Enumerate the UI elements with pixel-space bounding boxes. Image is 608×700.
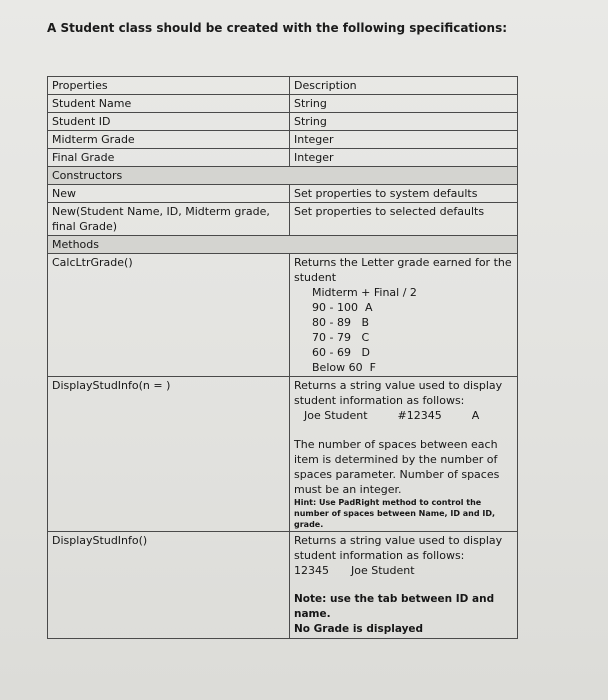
constructors-label: Constructors	[48, 167, 518, 185]
note-text: No Grade is displayed	[294, 623, 424, 635]
table-row	[48, 149, 518, 167]
property-desc: String	[290, 113, 518, 131]
table-row	[48, 131, 518, 149]
example-grade: A	[471, 409, 480, 422]
constructor-name: New(Student Name, ID, Midterm grade, final Grade)	[48, 203, 290, 236]
method-desc	[290, 532, 518, 639]
example-id: 12345	[294, 564, 329, 577]
header-properties: Properties	[48, 77, 290, 95]
constructor-desc: Set properties to selected defaults	[290, 203, 518, 236]
table-row	[48, 77, 518, 95]
property-desc: Integer	[290, 149, 518, 167]
display-desc: Returns a string value used to display student information as follows:	[294, 534, 503, 562]
grade-scale-item: 80 - 89 B	[312, 316, 369, 329]
table-row	[48, 203, 518, 236]
method-name: CalcLtrGrade()	[48, 254, 290, 377]
grade-scale-item: 70 - 79 C	[312, 331, 370, 344]
property-desc: Integer	[290, 131, 518, 149]
page-title: A Student class should be created with the following specifications:	[47, 21, 508, 35]
property-name: Midterm Grade	[48, 131, 290, 149]
display-example	[294, 563, 513, 578]
header-description: Description	[290, 77, 518, 95]
example-id: #12345	[397, 409, 442, 422]
methods-label: Methods	[48, 236, 518, 254]
example-name: Joe Student	[351, 564, 415, 577]
method-name: DisplayStudInfo()	[48, 532, 290, 639]
display-n-desc: Returns a string value used to display student information as follows:	[294, 379, 503, 407]
grade-scale-item: 60 - 69 D	[312, 346, 370, 359]
grade-scale-item: 90 - 100 A	[312, 301, 373, 314]
table-row	[48, 95, 518, 113]
grade-scale-item: Below 60 F	[312, 361, 376, 374]
table-row	[48, 113, 518, 131]
constructor-desc: Set properties to system defaults	[290, 185, 518, 203]
spaces-text: The number of spaces between each item is determined by the number of spaces parameter. Number of spaces must be an integer.	[294, 438, 500, 496]
hint-text: Hint: Use PadRight method to control the number of spaces between Name, ID and ID, grade.	[294, 498, 496, 529]
constructor-name: New	[48, 185, 290, 203]
table-row	[48, 254, 518, 377]
spec-table	[47, 76, 518, 639]
method-desc	[290, 377, 518, 532]
table-row	[48, 377, 518, 532]
calc-desc: Returns the Letter grade earned for the student	[294, 256, 512, 284]
property-desc: String	[290, 95, 518, 113]
calc-formula: Midterm + Final / 2	[312, 286, 417, 299]
section-row-methods	[48, 236, 518, 254]
property-name: Student Name	[48, 95, 290, 113]
note-text: Note: use the tab between ID and name.	[294, 593, 495, 620]
property-name: Student ID	[48, 113, 290, 131]
example-name: Joe Student	[304, 409, 368, 422]
property-name: Final Grade	[48, 149, 290, 167]
display-n-example	[294, 408, 513, 423]
table-row	[48, 532, 518, 639]
section-row-constructors	[48, 167, 518, 185]
table-row	[48, 185, 518, 203]
method-name: DisplayStudInfo(n = )	[48, 377, 290, 532]
method-desc	[290, 254, 518, 377]
